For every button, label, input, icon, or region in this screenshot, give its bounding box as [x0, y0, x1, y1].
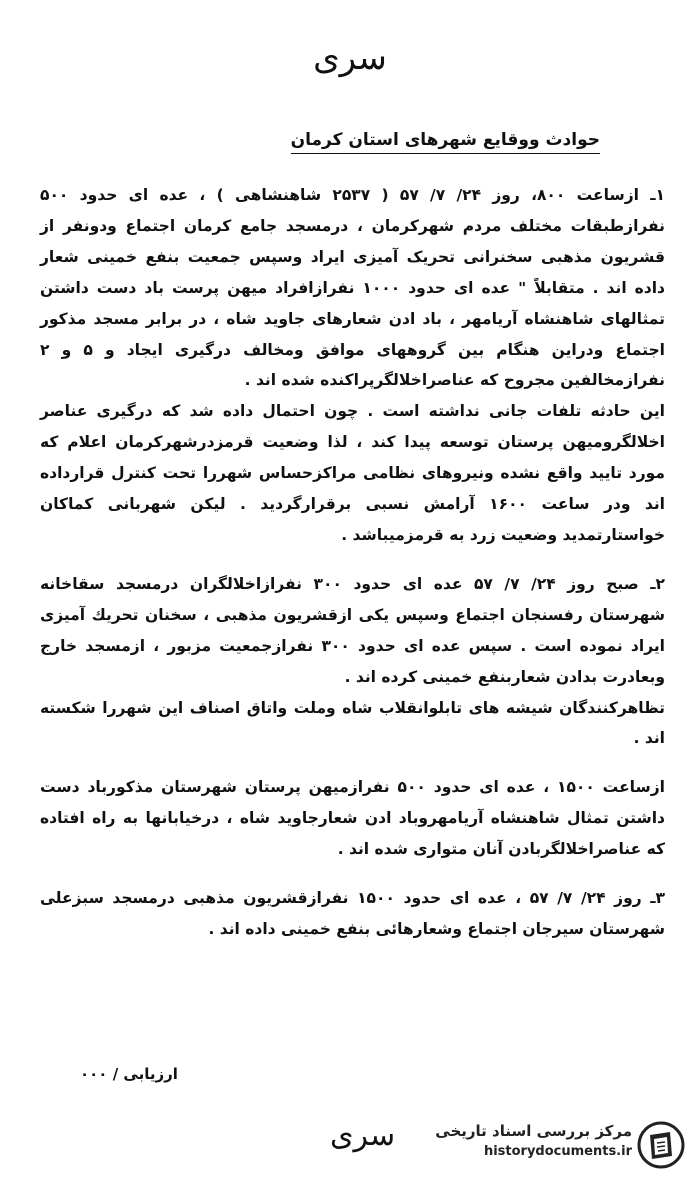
- paragraph-6: ۳ـ روز ۲۴/ ۷/ ۵۷ ، عده ای حدود ۱۵۰۰ نفرازقشريون مذهبی درمسجد سبزعلی شهرستان سيرجان اجتماع وشعارهائی بنفع خمينی داده اند .: [40, 889, 665, 938]
- watermark-url: historydocuments.ir: [483, 1144, 632, 1159]
- document-title: حوادث ووقایع شهرهای استان کرمان: [291, 130, 600, 154]
- classification-footer: سری: [330, 1118, 396, 1153]
- paragraph-1: ۱ـ ازساعت ۸۰۰، روز ۲۴/ ۷/ ۵۷ ( ۲۵۳۷ شاهنشاهی ) ، عده ای حدود ۵۰۰ نفرازطبقات مختلف مردم شهرکرمان ، درمسجد جامع کرمان اجتماع ودونفر از قشریون مذهبی سخنرانی تحریک آمیزی ایراد وسپس جمعیت بنفع خمینی شعار داده اند . متقابلاً " عده ای حدود ۱۰۰۰ نفرازافراد میهن پرست باد دست داشتن تمثالهای شاهنشاه آریامهر ، باد ادن شعارهای جاوید شاه ، در برابر مسجد مذکور اجتماع ودراین هنگام بین گروههای موافق ومخالف درگیری ایجاد و ۵ و ۲ نفرازمخالفین مجروح که عناصراخلالگرپراکنده شده اند .: [40, 186, 665, 390]
- document-body: [40, 180, 665, 945]
- paragraph-2: این حادثه تلفات جانی نداشته است . چون احتمال داده شد که درگیری عناصر اخلالگروميهن پرستان توسعه پيدا كند ، لذا وضعيت قرمزدرشهركرمان اعلام كه مورد تاييد واقع نشده ونيروهای نظامی مراكزحساس شهررا تحت كنترل قرارداده اند ودر ساعت ۱۶۰۰ آرامش نسبی برقرارگرديد . ليكن شهربانی كماكان خواستارتمديد وضعيت زرد به قرمزميباشد .: [40, 402, 665, 544]
- evaluation-note: ارزیابی / ۰۰۰: [80, 1065, 178, 1083]
- archive-logo-icon: [636, 1120, 686, 1170]
- watermark-name: مرکز بررسی اسناد تاریخی: [435, 1122, 632, 1140]
- classification-header: سری: [313, 38, 387, 78]
- paragraph-5: ازساعت ۱۵۰۰ ، عده ای حدود ۵۰۰ نفرازميهن پرستان شهرستان مذكورباد دست داشتن تمثال شاهنشاه آريامهروباد ادن شعارجاويد شاه ، درخيابانها به راه افتاده كه عناصراخلالگربادن آنان متواری شده اند .: [40, 778, 665, 859]
- paragraph-4: تظاهركنندگان شيشه های تابلوانقلاب شاه وملت واتاق اصناف اين شهررا شكسته اند .: [40, 698, 665, 748]
- paragraph-3: ۲ـ صبح روز ۲۴/ ۷/ ۵۷ عده ای حدود ۳۰۰ نفرازاخلالگران درمسجد سقاخانه شهرستان رفسنجان اجتماع وسپس يكی ازقشريون مذهبی ، سخنان تحريك آميزی ايراد نموده است . سپس عده ای حدود ۳۰۰ نفرازجمعيت مزبور ، ازمسجد خارج وبعادرت بدادن شعاربنفع خمينی كرده اند .: [40, 574, 666, 686]
- watermark: [428, 1120, 690, 1174]
